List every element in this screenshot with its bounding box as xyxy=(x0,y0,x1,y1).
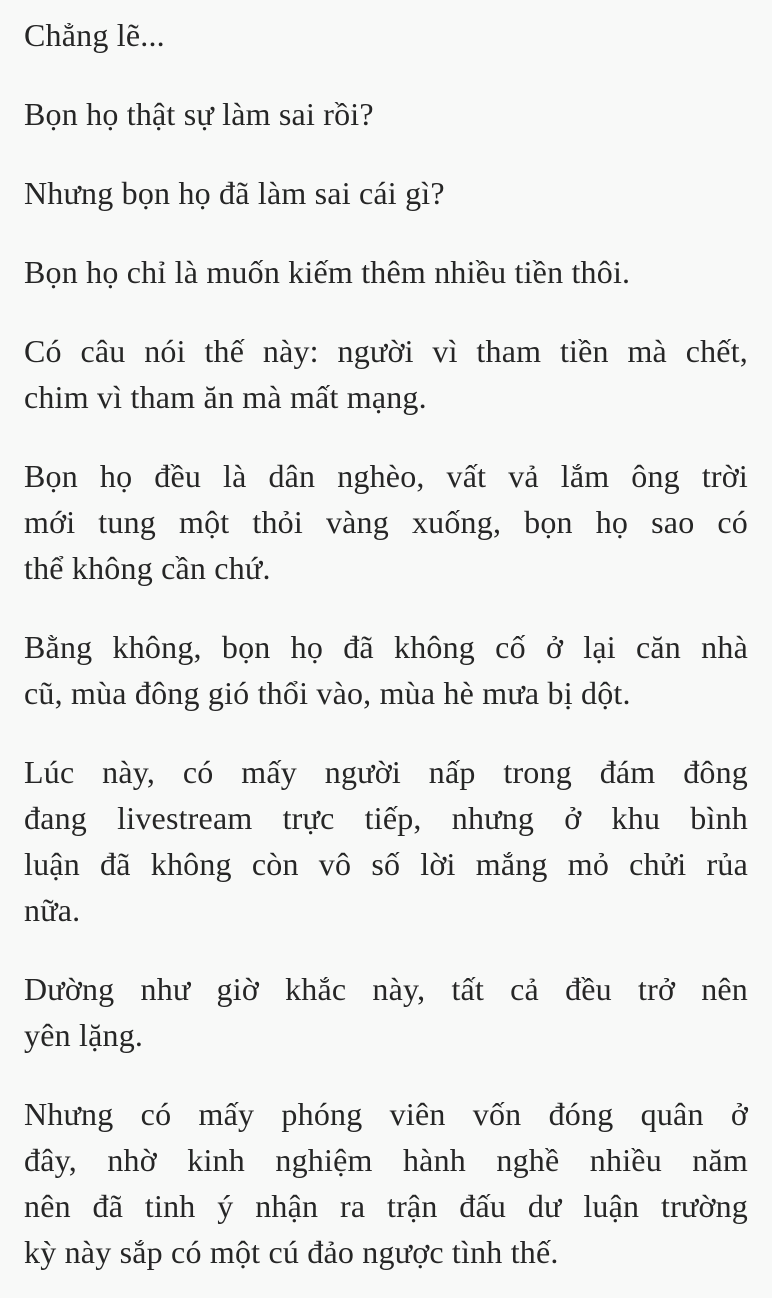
text-line: Nhưng có mấy phóng viên vốn đóng quân ở xyxy=(24,1096,748,1132)
paragraph xyxy=(24,170,748,216)
paragraph xyxy=(24,966,748,1058)
text-line: nên đã tinh ý nhận ra trận đấu dư luận trường xyxy=(24,1188,748,1224)
text-line: luận đã không còn vô số lời mắng mỏ chửi rủa xyxy=(24,846,748,882)
paragraph xyxy=(24,12,748,58)
text-line: Lúc này, có mấy người nấp trong đám đông xyxy=(24,754,748,790)
text-line: yên lặng. xyxy=(24,1017,144,1053)
text-line: đây, nhờ kinh nghiệm hành nghề nhiều năm xyxy=(24,1142,748,1178)
text-line: Có câu nói thế này: người vì tham tiền mà chết, xyxy=(24,333,748,369)
paragraph xyxy=(24,249,748,295)
text-line: Bọn họ đều là dân nghèo, vất vả lắm ông trời xyxy=(24,458,748,494)
text-line: Bọn họ thật sự làm sai rồi? xyxy=(24,96,374,132)
text-line: cũ, mùa đông gió thổi vào, mùa hè mưa bị dột. xyxy=(24,675,631,711)
paragraph xyxy=(24,624,748,716)
text-line: Dường như giờ khắc này, tất cả đều trở nên xyxy=(24,971,748,1007)
paragraph xyxy=(24,749,748,933)
text-line: Bọn họ chỉ là muốn kiếm thêm nhiều tiền thôi. xyxy=(24,254,631,290)
text-line: Bằng không, bọn họ đã không cố ở lại căn nhà xyxy=(24,629,748,665)
text-line: thể không cần chứ. xyxy=(24,550,271,586)
paragraph xyxy=(24,328,748,420)
text-line: Chẳng lẽ... xyxy=(24,17,165,53)
paragraph xyxy=(24,1091,748,1275)
text-line: mới tung một thỏi vàng xuống, bọn họ sao có xyxy=(24,504,748,540)
text-line: nữa. xyxy=(24,892,81,928)
text-line: kỳ này sắp có một cú đảo ngược tình thế. xyxy=(24,1234,559,1270)
paragraph xyxy=(24,453,748,591)
text-line: đang livestream trực tiếp, nhưng ở khu bình xyxy=(24,800,748,836)
paragraph xyxy=(24,91,748,137)
text-line: chim vì tham ăn mà mất mạng. xyxy=(24,379,427,415)
text-line: Nhưng bọn họ đã làm sai cái gì? xyxy=(24,175,445,211)
